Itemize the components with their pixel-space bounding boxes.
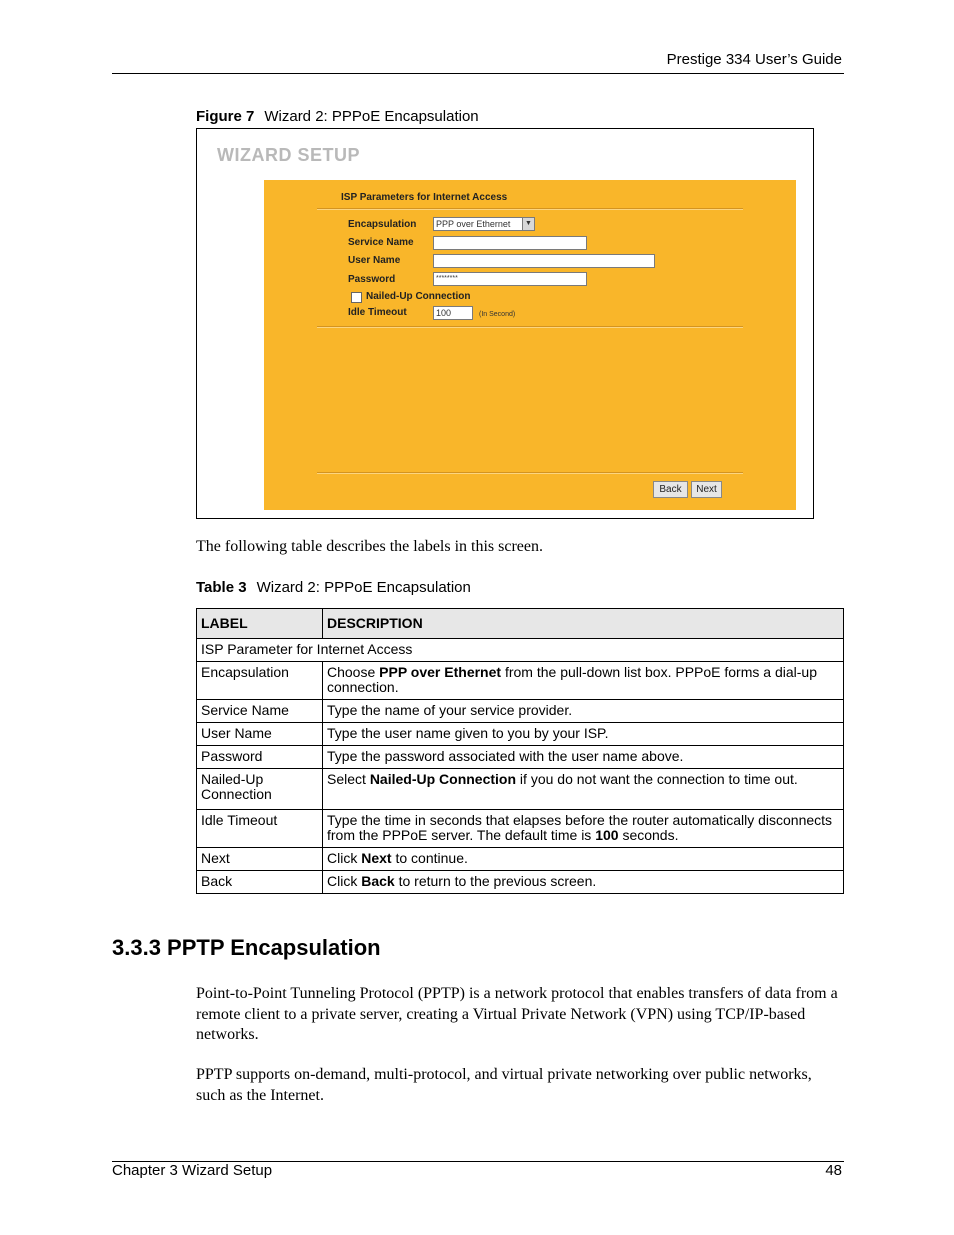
- service-name-label: Service Name: [348, 237, 414, 248]
- encapsulation-select[interactable]: [433, 217, 535, 231]
- back-button[interactable]: Back: [653, 481, 688, 498]
- isp-section-title: ISP Parameters for Internet Access: [341, 192, 508, 203]
- row-label: User Name: [197, 723, 323, 746]
- nailed-up-checkbox[interactable]: [351, 292, 362, 303]
- footer-page-number: 48: [825, 1162, 842, 1179]
- paragraph-pptp-support: PPTP supports on-demand, multi-protocol, and virtual private networking over public networks, such as the Internet.: [196, 1066, 812, 1104]
- row-description: Select Nailed-Up Connection if you do not want the connection to time out.: [323, 769, 844, 810]
- table-caption: [196, 579, 471, 596]
- table-row: [197, 810, 844, 848]
- user-name-input[interactable]: [433, 254, 655, 268]
- description-table: [196, 608, 844, 894]
- idle-timeout-label: Idle Timeout: [348, 307, 407, 318]
- row-description: Type the password associated with the user name above.: [323, 746, 844, 769]
- table-title: Wizard 2: PPPoE Encapsulation: [256, 579, 471, 596]
- next-button[interactable]: Next: [691, 481, 722, 498]
- table-row: [197, 769, 844, 810]
- row-description: Choose PPP over Ethernet from the pull-down list box. PPPoE forms a dial-up connection.: [323, 662, 844, 700]
- figure-label: Figure 7: [196, 108, 255, 125]
- row-label: Encapsulation: [197, 662, 323, 700]
- table-row: [197, 848, 844, 871]
- table-header-row: [197, 609, 844, 639]
- nailed-up-label: Nailed-Up Connection: [366, 291, 471, 302]
- row-description: Type the time in seconds that elapses before the router automatically disconnects from the PPPoE server. The default time is 100 seconds.: [323, 810, 844, 848]
- footer-chapter: Chapter 3 Wizard Setup: [112, 1162, 273, 1179]
- wizard-heading: WIZARD SETUP: [217, 145, 360, 165]
- figure-title: Wizard 2: PPPoE Encapsulation: [264, 108, 479, 125]
- table-row: [197, 662, 844, 700]
- paragraph-pptp-definition: Point-to-Point Tunneling Protocol (PPTP) is a network protocol that enables transfers of data from a remote client to a private server, creating a Virtual Private Network (VPN) using TCP/IP-based networks.: [196, 985, 838, 1043]
- label-column-header: LABEL: [197, 609, 323, 639]
- table-label: Table 3: [196, 579, 247, 596]
- idle-timeout-unit: (In Second): [479, 311, 516, 318]
- row-label: Idle Timeout: [197, 810, 323, 848]
- panel-divider-middle: [317, 326, 743, 328]
- figure-caption: [196, 108, 479, 125]
- row-description: Click Next to continue.: [323, 848, 844, 871]
- service-name-input[interactable]: [433, 236, 587, 250]
- table-row: [197, 723, 844, 746]
- row-label: Back: [197, 871, 323, 894]
- row-label: Nailed-Up Connection: [197, 769, 323, 810]
- panel-divider-bottom: [317, 472, 743, 474]
- header-rule: [112, 73, 844, 74]
- table-row: [197, 700, 844, 723]
- dropdown-arrow-icon[interactable]: ▼: [522, 218, 534, 230]
- page-header-title: Prestige 334 User’s Guide: [666, 51, 842, 68]
- row-label: Next: [197, 848, 323, 871]
- wizard-panel: [264, 180, 796, 510]
- password-label: Password: [348, 274, 396, 285]
- table-row: [197, 746, 844, 769]
- section-heading: 3.3.3 PPTP Encapsulation: [112, 935, 381, 960]
- row-label: Password: [197, 746, 323, 769]
- encapsulation-value: PPP over Ethernet: [436, 219, 511, 229]
- user-name-label: User Name: [348, 255, 401, 266]
- section-row-cell: ISP Parameter for Internet Access: [197, 639, 844, 662]
- table-section-row: [197, 639, 844, 662]
- panel-divider-top: [317, 208, 743, 210]
- password-input[interactable]: ********: [433, 272, 587, 286]
- intro-text: The following table describes the labels in this screen.: [196, 538, 544, 555]
- row-description: Click Back to return to the previous screen.: [323, 871, 844, 894]
- row-description: Type the name of your service provider.: [323, 700, 844, 723]
- description-column-header: DESCRIPTION: [323, 609, 844, 639]
- idle-timeout-input[interactable]: 100: [433, 306, 473, 320]
- figure-screenshot: [196, 128, 814, 519]
- row-description: Type the user name given to you by your ISP.: [323, 723, 844, 746]
- row-label: Service Name: [197, 700, 323, 723]
- table-row: [197, 871, 844, 894]
- encapsulation-label: Encapsulation: [348, 219, 417, 230]
